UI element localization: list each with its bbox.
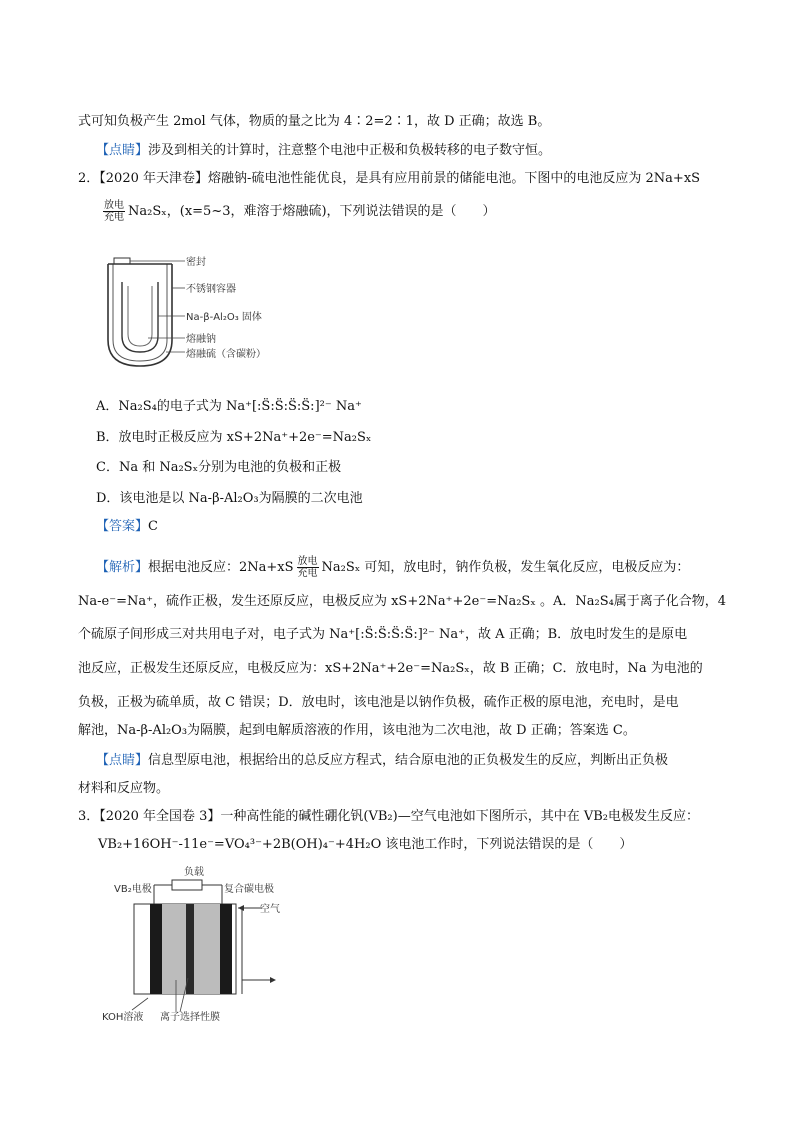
analysis-line-6: 解池，Na-β-Al₂O₃为隔膜，起到电解质溶液的作用，该电池为二次电池，故 D 正确；答案选 C。	[78, 723, 636, 738]
label-koh-solution: KOH溶液	[102, 1012, 144, 1023]
option-b: B．放电时正极反应为 xS+2Na⁺+2e⁻=Na₂Sₓ	[96, 430, 372, 445]
discharge-charge-fraction	[297, 556, 319, 579]
frac-top: 放电	[297, 556, 318, 567]
tip-tag: 【点睛】	[96, 143, 149, 158]
analysis-tag: 【解析】	[96, 560, 149, 575]
analysis-line-5: 负极，正极为硫单质，故 C 错误；D．放电时，该电池是以钠作负极，硫作正极的原电池，充电时，是电	[78, 695, 679, 710]
sodium-sulfur-battery-figure	[100, 252, 310, 370]
label-vb2-electrode: VB₂电极	[114, 884, 152, 895]
label-air: 空气	[260, 904, 280, 915]
question-stem-text: 熔融钠-硫电池性能优良，是具有应用前景的储能电池。下图中的电池反应为 2Na+xS	[208, 171, 701, 186]
question-source: 【2020 年全国卷 3】	[99, 809, 221, 824]
answer-tag: 【答案】	[96, 519, 149, 534]
battery-seal-cap	[114, 258, 130, 264]
option-c: C．Na 和 Na₂Sₓ分别为电池的负极和正极	[96, 460, 342, 475]
question-2-stem-cont	[100, 200, 496, 223]
intro-line: 式可知负极产生 2mol 气体，物质的量之比为 4∶2=2∶1，故 D 正确；故选 B。	[78, 114, 551, 129]
tip-tag: 【点睛】	[96, 753, 149, 768]
question-stem-text: Na₂Sₓ，(x=5~3，难溶于熔融硫)，下列说法错误的是（ ）	[128, 204, 496, 219]
frac-bottom: 充电	[104, 212, 124, 223]
electrolyte-left	[162, 904, 186, 994]
vb2-air-battery-figure	[100, 860, 300, 1028]
option-a-text: A．Na₂S₄的电子式为	[96, 399, 222, 414]
label-load: 负载	[184, 867, 204, 878]
question-stem-text: 一种高性能的碱性硼化钒(VB₂)—空气电池如下图所示，其中在 VB₂电极发生反应：	[220, 809, 699, 824]
electrolyte-right	[194, 904, 220, 994]
label-beta-alumina: Na-β-Al₂O₃ 固体	[186, 312, 262, 323]
load-resistor	[172, 880, 202, 890]
question-2-stem	[78, 170, 700, 188]
analysis-text: Na₂Sₓ 可知，放电时，钠作负极，发生氧化反应，电极反应为：	[321, 560, 690, 575]
air-outlet-arrow-icon	[270, 977, 276, 983]
question-3-stem	[78, 808, 699, 826]
option-d: D．该电池是以 Na-β-Al₂O₃为隔膜的二次电池	[96, 491, 363, 506]
label-seal: 密封	[186, 257, 206, 268]
label-molten-sodium: 熔融钠	[186, 334, 216, 345]
discharge-charge-fraction	[103, 200, 125, 223]
tip-paragraph	[96, 752, 668, 770]
question-3-stem-cont: VB₂+16OH⁻-11e⁻=VO₄³⁻+2B(OH)₄⁻+4H₂O 该电池工作时，下列说法错误的是（ ）	[98, 837, 633, 852]
frac-bottom: 充电	[297, 568, 318, 579]
frac-top: 放电	[104, 200, 124, 211]
tip-text: 涉及到相关的计算时，注意整个电池中正极和负极转移的电子数守恒。	[148, 143, 552, 158]
question-number: 3．	[78, 809, 100, 824]
analysis-line-4: 池反应，正极发生还原反应，电极反应为：xS+2Na⁺+2e⁻=Na₂Sₓ，故 B 正确；C．放电时，Na 为电池的	[78, 661, 703, 676]
tip-text: 信息型原电池，根据给出的总反应方程式，结合原电池的正负极发生的反应，判断出正负极	[148, 753, 669, 768]
label-carbon-electrode: 复合碳电极	[224, 884, 274, 895]
analysis-line-1	[96, 556, 689, 579]
sodium-core	[128, 286, 152, 346]
option-a	[96, 398, 362, 416]
analysis-line-3: 个硫原子间形成三对共用电子对，电子式为 Na⁺[:S̈:S̈:S̈:S̈:]²⁻ Na⁺，故 A 正确；B．放电时发生的是原电	[78, 627, 688, 642]
answer-value: C	[148, 519, 158, 534]
option-a-formula: Na⁺[:S̈:S̈:S̈:S̈:]²⁻ Na⁺	[225, 399, 362, 414]
label-ion-membrane: 离子选择性膜	[160, 1012, 220, 1023]
analysis-line-2: Na-e⁻=Na⁺，硫作正极，发生还原反应，电极反应为 xS+2Na⁺+2e⁻=Na₂Sₓ 。A．Na₂S₄属于离子化合物，4	[78, 594, 727, 609]
air-inlet-arrow-icon	[238, 905, 244, 911]
composite-carbon-electrode	[220, 904, 232, 994]
analysis-text: 根据电池反应：2Na+xS	[148, 560, 294, 575]
outer-steel-container	[108, 264, 172, 366]
tip-paragraph	[96, 142, 551, 160]
question-number: 2．	[78, 171, 100, 186]
label-steel-container: 不锈钢容器	[186, 284, 236, 295]
tip-paragraph-cont: 材料和反应物。	[78, 781, 170, 796]
vb2-electrode	[150, 904, 162, 994]
question-source: 【2020 年天津卷】	[99, 171, 208, 186]
label-molten-sulfur: 熔融硫（含碳粉）	[186, 349, 266, 360]
beta-alumina-tube	[122, 282, 158, 352]
answer-line	[96, 518, 158, 536]
